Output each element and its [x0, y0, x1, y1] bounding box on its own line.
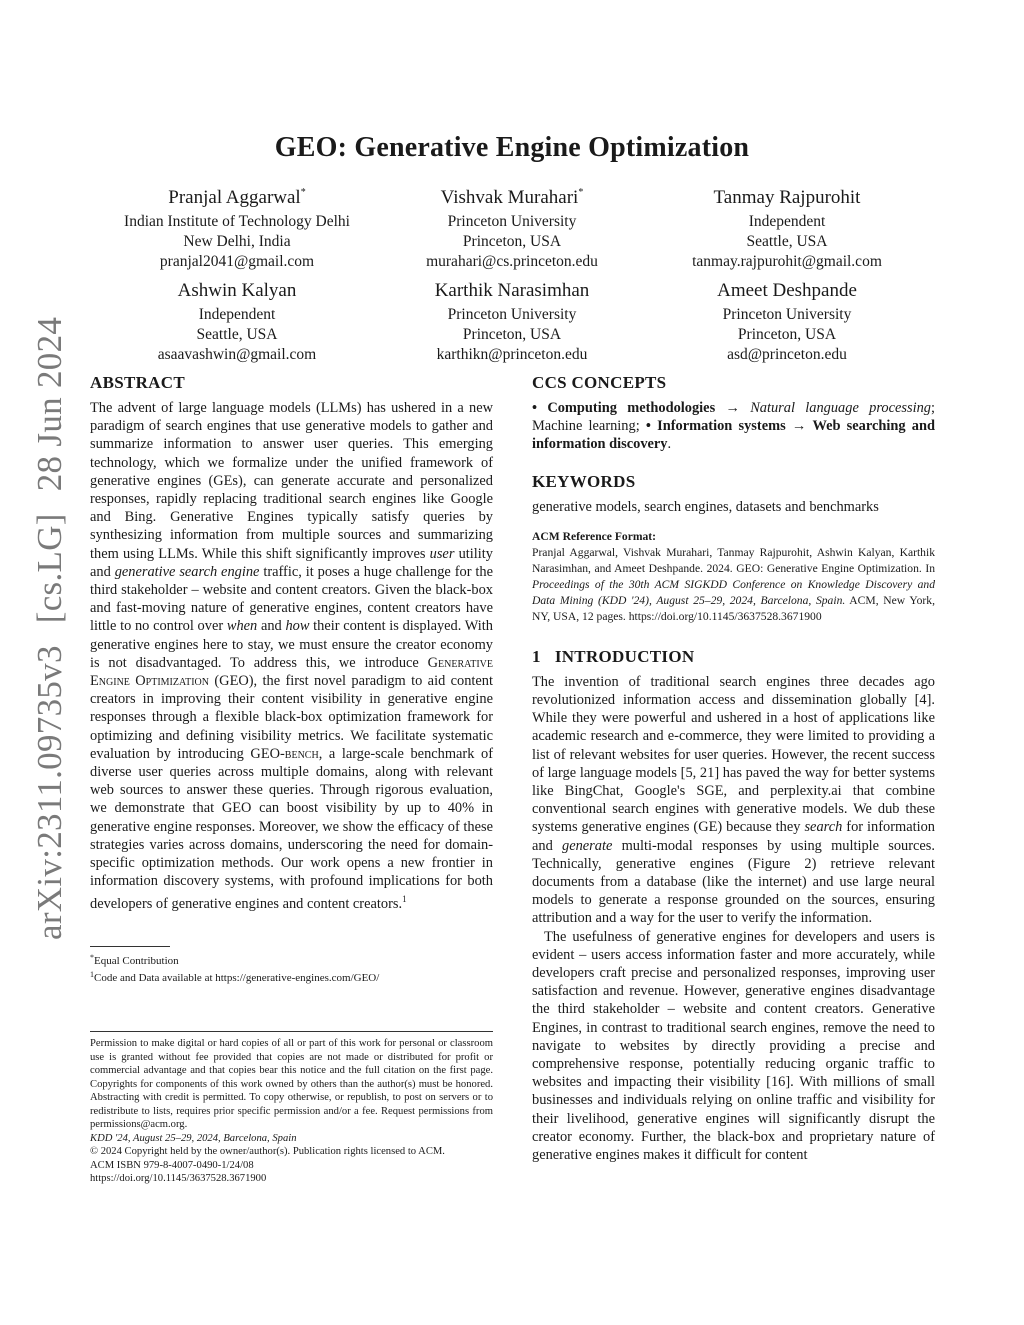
author-name: Ashwin Kalyan [177, 280, 297, 301]
keywords-heading: KEYWORDS [532, 471, 636, 491]
footnote-ref: 1 [402, 894, 407, 905]
author-affiliation: Princeton University [447, 306, 577, 323]
author-location: Seattle, USA [746, 233, 828, 250]
introduction-heading: 1 INTRODUCTION [532, 646, 695, 666]
arxiv-category: [cs.LG] [30, 513, 69, 624]
author-block [362, 279, 662, 365]
keywords-text: generative models, search engines, datasets and benchmarks [532, 498, 879, 515]
author-location: Seattle, USA [196, 326, 278, 343]
permission-text: Permission to make digital or hard copies of all or part of this work for personal or classroom use is granted without fee provided that copies are not made or distributed for profit or commercial advantage and that copies bear this notice and the full citation on the first page. Copyrights for components of this work owned by others than the author(s) must be honored. Abstracting with credit is permitted. To copy otherwise, or republish, to post on servers or to redistribute to lists, requires prior specific permission and/or a fee. Request permissions from permissions@acm.org. [90, 1038, 493, 1130]
author-name: Tanmay Rajpurohit [713, 187, 861, 208]
author-name: Vishvak Murahari* [440, 187, 584, 208]
reference-format-heading: ACM Reference Format: [532, 529, 657, 543]
abstract-heading: ABSTRACT [90, 373, 185, 392]
arxiv-stamp [30, 316, 70, 940]
permission-copyright: © 2024 Copyright held by the owner/author(s). Publication rights licensed to ACM. [90, 1146, 445, 1157]
abstract-body: The advent of large language models (LLMs) has ushered in a new paradigm of search engines that use generative models to gather and summarize information to answer user queries. This emerging technology, which we formalize under the unified framework of generative engines (GEs), can generate accurate and personalized responses, rapidly replacing traditional search engines like Google and Bing. Generative Engines typically satisfy queries by synthesizing information from multiple sources and summarizing them using LLMs. While this shift significantly improves user utility and generative search engine traffic, it poses a huge challenge for the third stakeholder – website and content creators. Given the black-box and fast-moving nature of generative engines, content creators have little to no control over when and how their content is displayed. With generative engines here to stay, we must ensure the creator economy is not disadvantaged. To address this, we introduce Generative Engine Optimization (GEO), the first novel paradigm to aid content creators in improving their content visibility in generative engine responses through a flexible black-box optimization framework for optimizing and defining visibility metrics. We facilitate systematic evaluation by introducing GEO-bench, a large-scale benchmark of diverse user queries across multiple domains, along with relevant web sources to answer these queries. Through rigorous evaluation, we demonstrate that GEO can boost visibility by up to 40% in generative engine responses. Moreover, we show the efficacy of these strategies varies across domains, underscoring the need for domain-specific optimization methods. Our work opens a new frontier in information discovery systems, with profound implications for both developers of generative engines and content creators.$^1$ [90, 400, 493, 913]
author-location: Princeton, USA [737, 326, 837, 343]
footnote-equal: *Equal Contribution [90, 952, 179, 967]
author-affiliation: Independent [198, 306, 276, 323]
author-affiliation: Princeton University [722, 306, 852, 323]
equal-contribution-mark: * [578, 187, 584, 198]
permission-notice [90, 1031, 493, 1186]
ccs-concepts: • Computing methodologies → Natural language processing; Machine learning; • Information systems → Web searching and information discovery. [532, 400, 935, 453]
author-block [637, 181, 937, 272]
right-column [532, 373, 935, 1164]
introduction-body [532, 673, 935, 1164]
author-email[interactable]: murahari@cs.princeton.edu [426, 253, 598, 270]
author-email[interactable]: tanmay.rajpurohit@gmail.com [692, 253, 882, 270]
author-email[interactable]: asaavashwin@gmail.com [157, 346, 317, 363]
permission-isbn: ACM ISBN 979-8-4007-0490-1/24/08 [90, 1159, 254, 1171]
permission-doi[interactable]: https://doi.org/10.1145/3637528.3671900 [90, 1173, 267, 1184]
permission-venue: KDD '24, August 25–29, 2024, Barcelona, Spain [90, 1132, 297, 1144]
author-affiliation: Independent [748, 213, 826, 230]
footnote-divider [90, 946, 170, 947]
author-email[interactable]: asd@princeton.edu [727, 346, 847, 363]
author-name: Pranjal Aggarwal* [168, 187, 306, 208]
equal-contribution-mark: * [300, 187, 306, 198]
author-location: New Delhi, India [183, 233, 291, 250]
author-block [87, 181, 387, 272]
author-location: Princeton, USA [462, 233, 562, 250]
author-affiliation: Indian Institute of Technology Delhi [124, 213, 350, 230]
arxiv-date: 28 Jun 2024 [30, 316, 69, 492]
author-email[interactable]: karthikn@princeton.edu [436, 346, 588, 363]
intro-paragraph: The usefulness of generative engines for developers and users is evident – users access information faster and more accurately, while developers craft precise and personalized responses, improving user satisfaction and revenue. However, generative engines disadvantage the third stakeholder – website and content creators. Generative Engines, in contrast to traditional search engines, remove the need to navigate to websites by directly providing a precise and comprehensive response, potentially reducing organic traffic to websites and impacting their visibility [16]. With millions of small businesses and individuals relying on online traffic and visibility for their livelihood, generative engines will significantly disrupt the creator economy. Further, the black-box and proprietary nature of generative engines makes it difficult for content [532, 928, 935, 1164]
author-email[interactable]: pranjal2041@gmail.com [159, 253, 315, 270]
footnote-code: $^1$Code and Data available at https://generative-engines.com/GEO/ [90, 969, 380, 984]
author-name: Ameet Deshpande [717, 280, 857, 301]
author-name: Karthik Narasimhan [434, 280, 590, 301]
arxiv-id[interactable]: arXiv:2311.09735v3 [30, 645, 69, 940]
reference-format-text: Pranjal Aggarwal, Vishvak Murahari, Tanmay Rajpurohit, Ashwin Kalyan, Karthik Narasimhan, and Ameet Deshpande. 2024. GEO: Generative Engine Optimization. In Proceedings of the 30th ACM SIGKDD Conference on Knowledge Discovery and Data Mining (KDD '24), August 25–29, 2024, Barcelona, Spain. ACM, New York, NY, USA, 12 pages. https://doi.org/10.1145/3637528.3671900 [532, 545, 935, 623]
ccs-heading: CCS CONCEPTS [532, 373, 667, 392]
author-block [362, 181, 662, 272]
author-block [87, 279, 387, 365]
author-affiliation: Princeton University [447, 213, 577, 230]
paper-title: GEO: Generative Engine Optimization [274, 132, 750, 163]
intro-paragraph: The invention of traditional search engines three decades ago revolutionized information access and dissemination globally [4]. While they were powerful and ushered in a host of applications like academic research and e-commerce, they were limited to providing a list of relevant websites for user queries. However, the recent success of large language models [5, 21] has paved the way for better systems like BingChat, Google's SGE, and perplexity.ai that combine conventional search engines with generative models. We dub these systems generative engines (GE) because they search for information and generate multi-modal responses by using multiple sources. Technically, generative engines (Figure 2) retrieve relevant documents from a database (like the internet) and use large neural models to generate a response grounded on the sources, ensuring attribution and a way for the user to verify the information. [532, 673, 935, 927]
author-block [637, 279, 937, 365]
author-location: Princeton, USA [462, 326, 562, 343]
left-column [90, 373, 493, 985]
